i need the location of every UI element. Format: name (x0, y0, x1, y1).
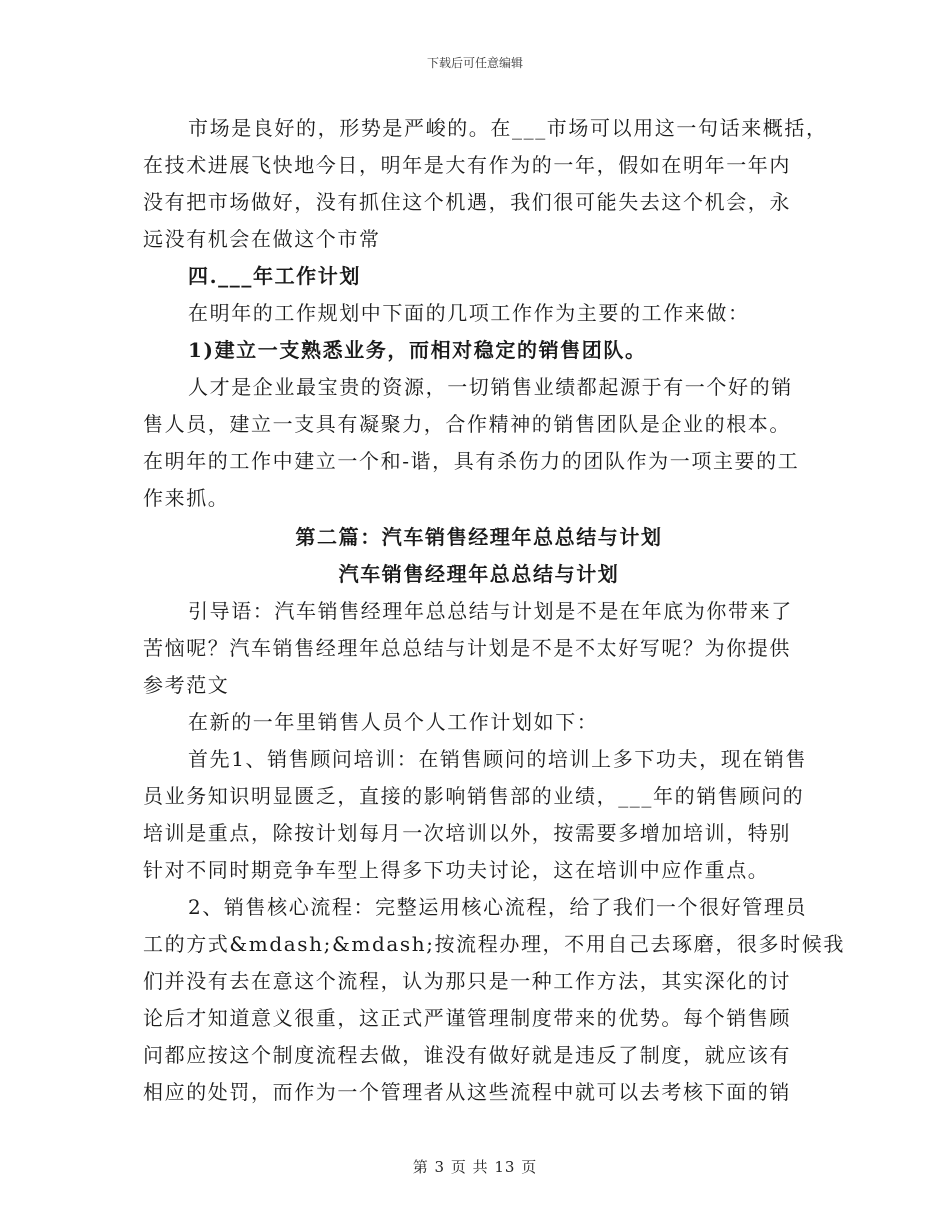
paragraph-market-line-3: 没有把市场做好，没有抓住这个机遇，我们很可能失去这个机会，永 (143, 190, 791, 214)
paragraph-training-line-2: 员业务知识明显匮乏，直接的影响销售部的业绩，___年的销售顾问的 (143, 784, 805, 808)
paragraph-process-line-4: 论后才知道意义很重，这正式严谨管理制度带来的优势。每个销售顾 (143, 1006, 791, 1030)
paragraph-plan-lead: 在新的一年里销售人员个人工作计划如下： (188, 710, 599, 734)
paragraph-process-line-2: 工的方式&mdash;&mdash;按流程办理，不用自己去琢磨，很多时候我 (143, 932, 845, 956)
paragraph-process-line-5: 问都应按这个制度流程去做，谁没有做好就是违反了制度，就应该有 (143, 1043, 791, 1067)
paragraph-intro-line-2: 苦恼呢？汽车销售经理年总总结与计划是不是不太好写呢？为你提供 (143, 636, 791, 660)
paragraph-talent-line-3: 在明年的工作中建立一个和-谐，具有杀伤力的团队作为一项主要的工 (143, 449, 800, 473)
paragraph-training-line-4: 针对不同时期竞争车型上得多下功夫讨论，这在培训中应作重点。 (143, 858, 770, 882)
chapter-title: 第二篇：汽车销售经理年总总结与计划 (295, 525, 663, 549)
paragraph-process-line-6: 相应的处罚，而作为一个管理者从这些流程中就可以去考核下面的销 (143, 1080, 791, 1104)
paragraph-process-line-3: 们并没有去在意这个流程，认为那只是一种工作方法，其实深化的讨 (143, 969, 791, 993)
paragraph-talent-line-2: 售人员，建立一支具有凝聚力，合作精神的销售团队是企业的根本。 (143, 412, 791, 436)
document-body (143, 110, 845, 1111)
item-heading-sales-team: 1)建立一支熟悉业务，而相对稳定的销售团队。 (188, 338, 647, 362)
page-number-footer: 第 3 页 共 13 页 (412, 1158, 538, 1176)
paragraph-intro-line-3: 参考范文 (143, 673, 230, 697)
section-heading-work-plan: 四.___年工作计划 (188, 264, 361, 288)
paragraph-process-line-1: 2、销售核心流程：完整运用核心流程，给了我们一个很好管理员 (188, 895, 808, 919)
paragraph-market-line-4: 远没有机会在做这个市常 (143, 227, 381, 251)
paragraph-training-line-3: 培训是重点，除按计划每月一次培训以外，按需要多增加培训，特别 (143, 821, 791, 845)
paragraph-talent-line-1: 人才是企业最宝贵的资源，一切销售业绩都起源于有一个好的销 (188, 375, 793, 399)
paragraph-plan-intro: 在明年的工作规划中下面的几项工作作为主要的工作来做： (188, 301, 750, 325)
paragraph-market-line-1: 市场是良好的，形势是严峻的。在___市场可以用这一句话来概括， (188, 116, 828, 140)
article-title: 汽车销售经理年总总结与计划 (338, 562, 620, 586)
paragraph-intro-line-1: 引导语：汽车销售经理年总总结与计划是不是在年底为你带来了 (188, 599, 793, 623)
paragraph-training-line-1: 首先1、销售顾问培训：在销售顾问的培训上多下功夫，现在销售 (188, 747, 808, 771)
paragraph-market-line-2: 在技术进展飞快地今日，明年是大有作为的一年，假如在明年一年内 (143, 153, 791, 177)
paragraph-talent-line-4: 作来抓。 (143, 486, 230, 510)
page-header: 下载后可任意编辑 (426, 56, 523, 70)
